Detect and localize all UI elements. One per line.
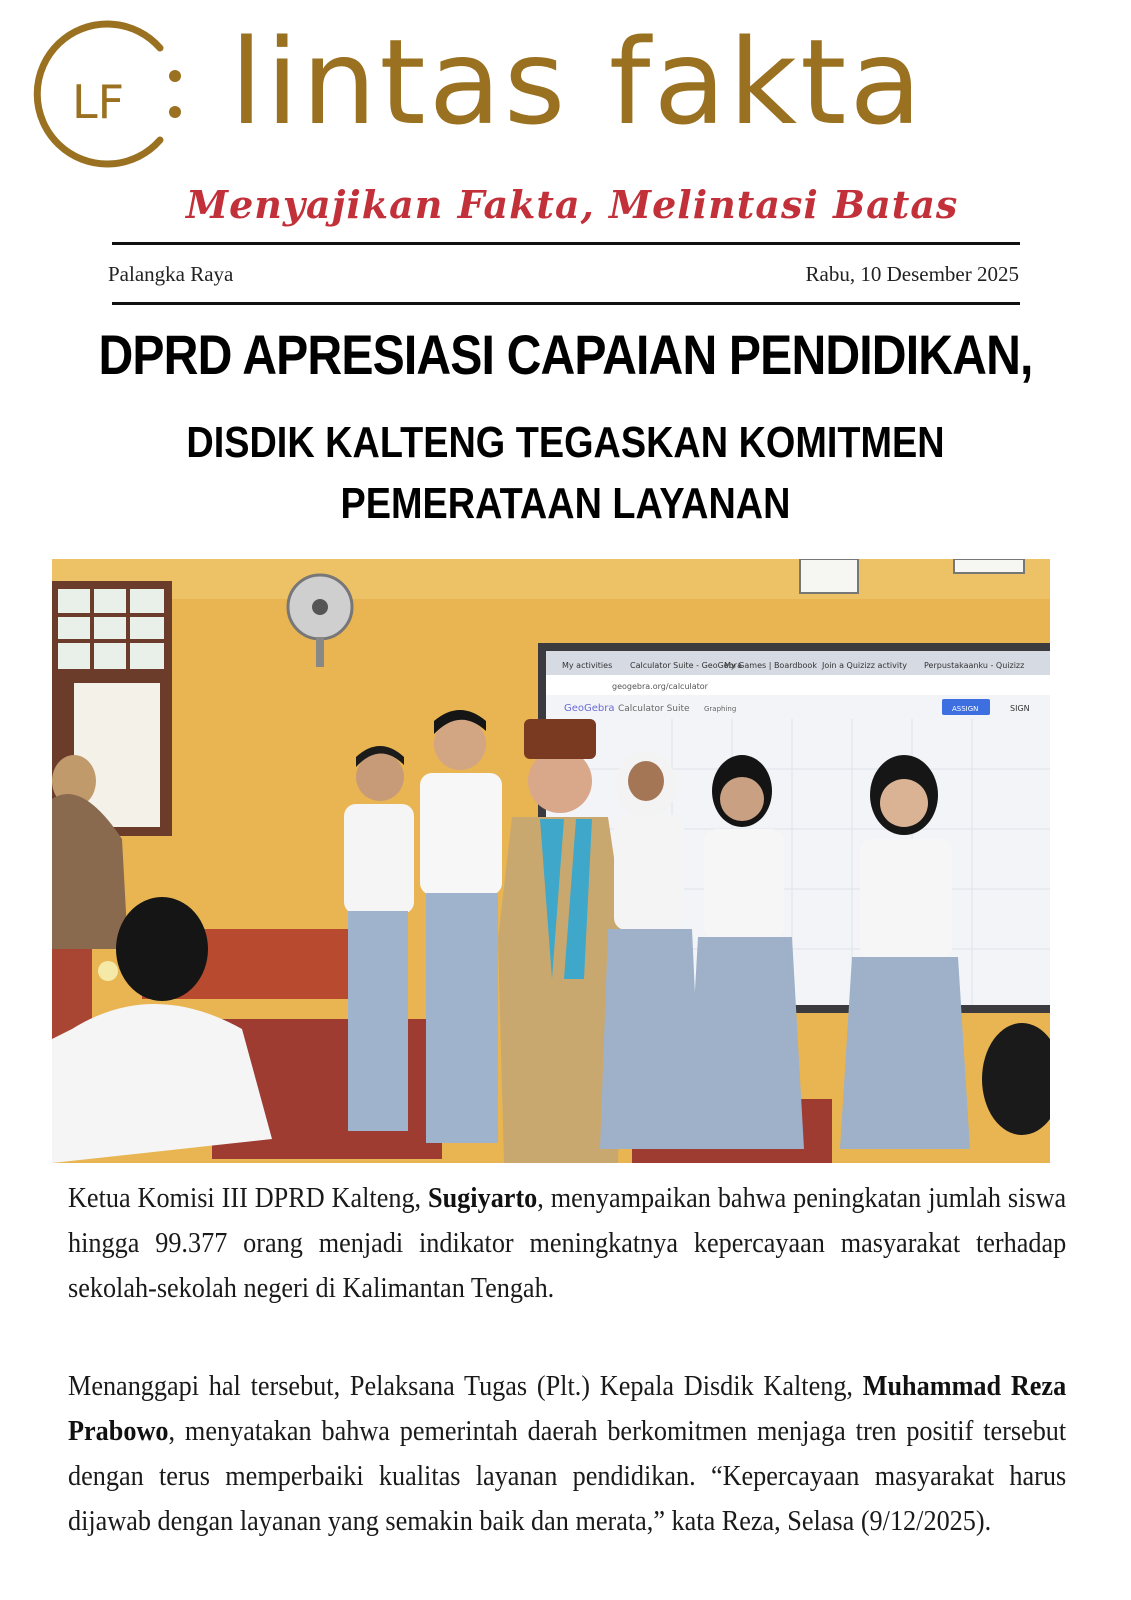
headline-sub-line1: DISDIK KALTENG TEGASKAN KOMITMEN xyxy=(186,418,945,467)
top-rule xyxy=(112,242,1020,245)
screen-app-subtitle: Calculator Suite xyxy=(618,704,690,714)
person-name-sugiyarto: Sugiyarto xyxy=(428,1183,538,1214)
paragraph-text: Menanggapi hal tersebut, Pelaksana Tugas (Plt.) Kepala Disdik Kalteng, xyxy=(68,1371,863,1402)
paragraph-text: , menyatakan bahwa pemerintah daerah berkomitmen menjaga tren positif tersebut dengan terus memperbaiki kualitas layanan pendidikan. “Kepercayaan masyarakat harus dijawab dengan layanan yang semakin baik dan merata,” kata Reza, Selasa (9/12/2025). xyxy=(68,1416,1067,1537)
article-paragraph-1 xyxy=(68,1176,1066,1311)
logo-wordmark: lintas fakta xyxy=(230,13,925,151)
screen-app-name: GeoGebra xyxy=(564,703,615,714)
browser-tab: Calculator Suite - GeoGebra xyxy=(630,661,742,670)
screen-mode: Graphing xyxy=(704,705,737,713)
browser-tab: My activities xyxy=(562,661,613,670)
dateline-date: Rabu, 10 Desember 2025 xyxy=(805,262,1019,286)
article-paragraph-2 xyxy=(68,1364,1066,1544)
headline-main: DPRD APRESIASI CAPAIAN PENDIDIKAN, xyxy=(98,323,1033,386)
screen-sign: SIGN xyxy=(1010,704,1030,713)
logo-initials: LF xyxy=(72,75,125,129)
screen-assign-button: ASSIGN xyxy=(952,705,979,713)
browser-tab: Perpustakaanku - Quizizz xyxy=(924,661,1025,670)
dateline-location: Palangka Raya xyxy=(108,262,234,286)
article-photo xyxy=(52,559,1050,1163)
logo-ring-icon xyxy=(32,14,192,174)
headline-sub-line2: PEMERATAAN LAYANAN xyxy=(340,479,791,528)
browser-tab: My Games | Boardbook xyxy=(724,661,817,670)
bottom-rule xyxy=(112,302,1020,305)
paragraph-text: Ketua Komisi III DPRD Kalteng, xyxy=(68,1183,429,1214)
person-name-reza: Muhammad Reza Prabowo xyxy=(68,1371,1067,1447)
tagline: Menyajikan Fakta, Melintasi Batas xyxy=(186,182,959,227)
paragraph-text: , menyampaikan bahwa peningkatan jumlah siswa hingga 99.377 orang menjadi indikator meningkatnya kepercayaan masyarakat terhadap sekolah-sekolah negeri di Kalimantan Tengah. xyxy=(68,1183,1067,1304)
browser-url: geogebra.org/calculator xyxy=(612,682,708,691)
browser-tab: Join a Quizizz activity xyxy=(822,661,907,670)
